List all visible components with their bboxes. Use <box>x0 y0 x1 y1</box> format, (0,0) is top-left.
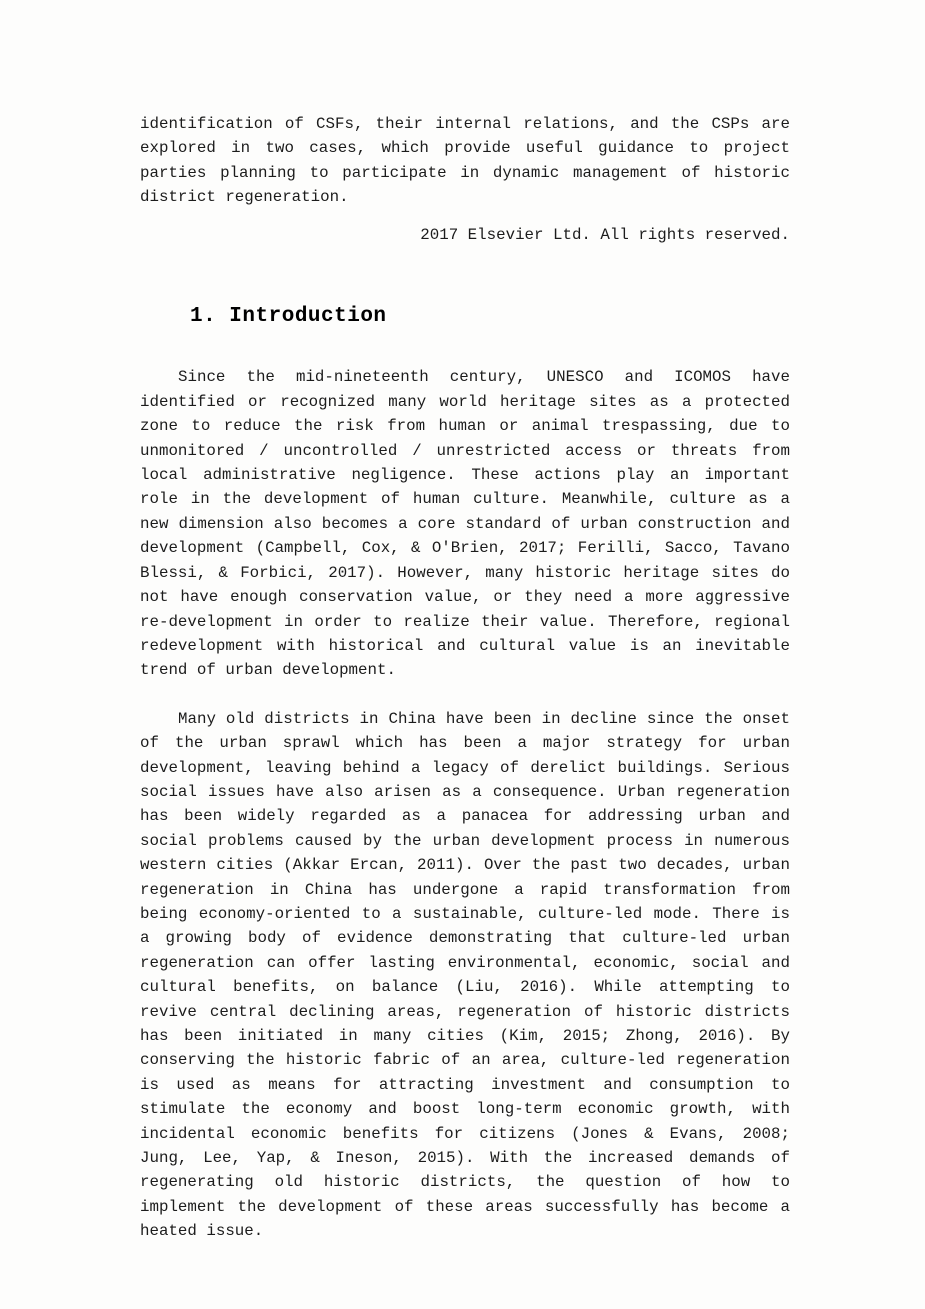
copyright-line: 2017 Elsevier Ltd. All rights reserved. <box>420 225 790 244</box>
abstract-continuation-text: identification of CSFs, their internal relations, and the CSPs are explored in two cases, which provide useful guidance to project parties planning to participate in dynamic management of historic district regeneration. <box>140 115 790 207</box>
introduction-paragraph-2: Many old districts in China have been in decline since the onset of the urban sprawl which has been a major strategy for urban development, leaving behind a legacy of derelict buildings. Serious social issues have also arisen as a consequence. Urban regeneration has been widely regarded as a panacea for addressing urban and social problems caused by the urban development process in numerous western cities (Akkar Ercan, 2011). Over the past two decades, urban regeneration in China has undergone a rapid transformation from being economy-oriented to a sustainable, culture-led mode. There is a growing body of evidence demonstrating that culture-led urban regeneration can offer lasting environmental, economic, social and cultural benefits, on balance (Liu, 2016). While attempting to revive central declining areas, regeneration of historic districts has been initiated in many cities (Kim, 2015; Zhong, 2016). By conserving the historic fabric of an area, culture-led regeneration is used as means for attracting investment and consumption to stimulate the economy and boost long-term economic growth, with incidental economic benefits for citizens (Jones & Evans, 2008; Jung, Lee, Yap, & Ineson, 2015). With the increased demands of regenerating old historic districts, the question of how to implement the development of these areas successfully has become a heated issue. <box>140 709 790 1241</box>
introduction-paragraph-1: Since the mid-nineteenth century, UNESCO and ICOMOS have identified or recognized many world heritage sites as a protected zone to reduce the risk from human or animal trespassing, due to unmonitored / uncontrolled / unrestricted access or threats from local administrative negligence. These actions play an important role in the development of human culture. Meanwhile, culture as a new dimension also becomes a core standard of urban construction and development (Campbell, Cox, & O'Brien, 2017; Ferilli, Sacco, Tavano Blessi, & Forbici, 2017). However, many historic heritage sites do not have enough conservation value, or they need a more aggressive re-development in order to realize their value. Therefore, regional redevelopment with historical and cultural value is an inevitable trend of urban development. <box>140 368 790 680</box>
section-heading-introduction: 1. Introduction <box>190 305 387 329</box>
